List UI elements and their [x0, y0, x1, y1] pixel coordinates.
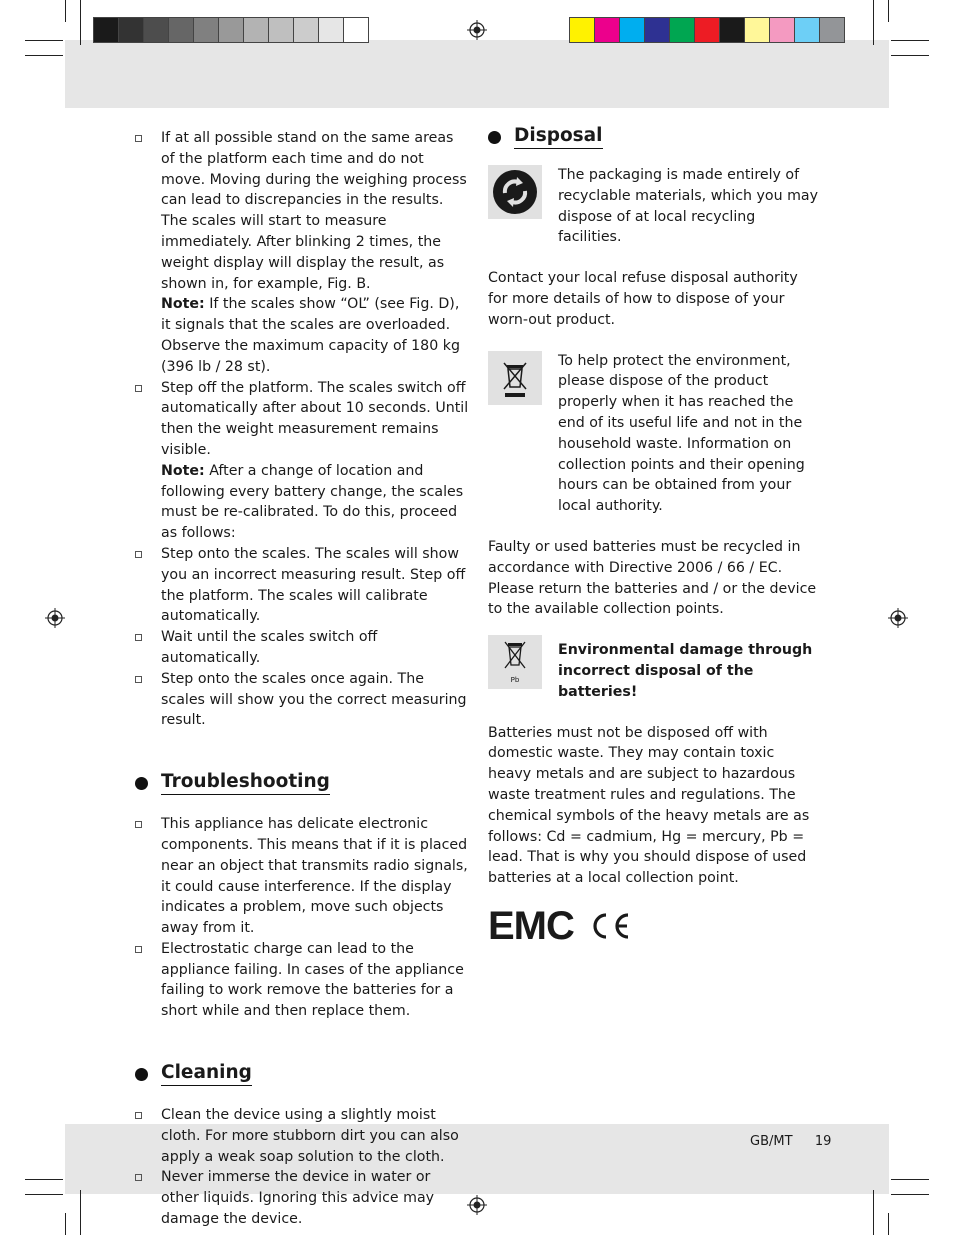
section-heading-cleaning [135, 1062, 469, 1086]
crop-mark [25, 1194, 63, 1195]
section-heading-disposal [488, 125, 821, 149]
crop-mark [873, 1190, 874, 1235]
heading-text: Disposal [514, 125, 603, 149]
registration-mark-icon [467, 20, 487, 40]
section-heading-troubleshooting [135, 771, 469, 795]
paragraph: Contact your local refuse disposal authority for more details of how to dispose of your worn-out product. [488, 270, 798, 328]
checkbox-bullet-icon [135, 821, 142, 828]
color-swatch [569, 17, 595, 43]
paragraph: The packaging is made entirely of recyclable materials, which you may dispose of at local recycling facilities. [558, 167, 819, 246]
list-item [135, 814, 469, 939]
color-swatch [644, 17, 670, 43]
color-swatch [594, 17, 620, 43]
color-swatch [819, 17, 845, 43]
crop-mark [25, 1179, 63, 1180]
crop-mark [873, 0, 874, 45]
color-swatch [268, 17, 294, 43]
checkbox-bullet-icon [135, 634, 142, 641]
color-swatch [218, 17, 244, 43]
checkbox-bullet-icon [135, 551, 142, 558]
crop-mark [888, 1213, 889, 1235]
note [161, 294, 469, 377]
registration-mark-icon [467, 1195, 487, 1215]
color-swatch [719, 17, 745, 43]
color-swatch [619, 17, 645, 43]
note [161, 461, 469, 544]
paragraph: Step onto the scales. The scales will show you an incorrect measuring result. Step off the platform. The scales will calibrate automatically. [161, 545, 466, 625]
color-swatch [293, 17, 319, 43]
crop-mark [891, 55, 929, 56]
note-label: Note: [161, 462, 205, 479]
locale-code: GB/MT [750, 1134, 793, 1149]
battery-warning-block [488, 635, 821, 702]
crop-mark [65, 1213, 66, 1235]
list-item [135, 939, 469, 1022]
checkbox-bullet-icon [135, 1112, 142, 1119]
page-number: 19 [814, 1134, 832, 1149]
list-item [135, 669, 469, 731]
crossed-out-bin-icon [488, 351, 542, 405]
heading-dot-icon [135, 1068, 148, 1081]
color-swatch [744, 17, 770, 43]
crop-mark [25, 40, 63, 41]
note-text: If the scales show “OL” (see Fig. D), it signals that the scales are overloaded. Observe the maximum capacity of 180 kg (396 lb / 28 st). [161, 296, 460, 375]
emc-mark: EMC [488, 903, 574, 948]
color-swatch [794, 17, 820, 43]
checkbox-bullet-icon [135, 946, 142, 953]
color-swatch [243, 17, 269, 43]
paragraph: To help protect the environment, please dispose of the product properly when it has reached the end of its useful life and not in the household waste. Information on collection points and their opening hours can be obtained from your local authority. [558, 352, 805, 515]
certification-marks [488, 903, 821, 948]
heading-dot-icon [488, 131, 501, 144]
warning-text: Environmental damage through incorrect disposal of the batteries! [558, 642, 813, 700]
paragraph: Faulty or used batteries must be recycled in accordance with Directive 2006 / 66 / EC. Please return the batteries and / or the device to the available collection points. [488, 538, 817, 618]
paragraph: If at all possible stand on the same areas of the platform each time and do not move. Moving during the weighing process can lead to discrepancies in the results. [161, 130, 467, 209]
header-band [65, 40, 889, 108]
packaging-block [488, 165, 821, 248]
list-item [135, 544, 469, 627]
crop-mark [25, 55, 63, 56]
color-swatch [669, 17, 695, 43]
color-swatch [93, 17, 119, 43]
checkbox-bullet-icon [135, 385, 142, 392]
paragraph: Never immerse the device in water or other liquids. Ignoring this advice may damage the device. [161, 1169, 435, 1228]
list-item [135, 1105, 469, 1167]
crop-mark [80, 0, 81, 45]
heading-text: Cleaning [161, 1062, 252, 1086]
registration-mark-icon [45, 608, 65, 628]
paragraph: Step off the platform. The scales switch off automatically after about 10 seconds. Until then the weight measurement remains visible. [161, 379, 469, 458]
paragraph: The scales will start to measure immediately. After blinking 2 times, the weight display will display the result, as shown in, for example, Fig. B. [161, 213, 445, 292]
list-item [135, 627, 469, 669]
checkbox-bullet-icon [135, 135, 142, 142]
color-swatch [168, 17, 194, 43]
crop-mark [80, 1190, 81, 1235]
crop-mark [891, 1194, 929, 1195]
ce-mark-icon [588, 911, 632, 941]
crop-mark [65, 0, 66, 22]
note-label: Note: [161, 296, 205, 313]
color-swatch [318, 17, 344, 43]
crop-mark [891, 1179, 929, 1180]
note-text: After a change of location and following every battery change, the scales must be re-calibrated. To do this, proceed as follows: [161, 462, 464, 542]
paragraph: Batteries must not be disposed off with domestic waste. They may contain toxic heavy metals and are subject to hazardous waste treatment rules and regulations. The chemical symbols of the heavy metals are as follows: Cd = cadmium, Hg = mercury, Pb = lead. That is why you should dispose of used batteries at a local collection point. [488, 724, 810, 887]
heading-dot-icon [135, 777, 148, 790]
list-item [135, 1167, 469, 1229]
paragraph: Electrostatic charge can lead to the appliance failing. In cases of the appliance failing to work remove the batteries for a short while and then replace them. [161, 940, 464, 1020]
crossed-out-battery-bin-icon [488, 635, 542, 689]
paragraph: Clean the device using a slightly moist cloth. For more stubborn dirt you can also apply a weak soap solution to the cloth. [161, 1107, 459, 1165]
color-swatch [193, 17, 219, 43]
crop-mark [888, 0, 889, 22]
pb-label: Pb [510, 676, 520, 685]
paragraph: Step onto the scales once again. The scales will show you the correct measuring result. [161, 670, 467, 729]
color-swatch [343, 17, 369, 43]
gray-calibration-strip [94, 17, 369, 43]
paragraph: Wait until the scales switch off automatically. [161, 629, 378, 666]
color-calibration-strip [570, 17, 845, 43]
page-footer [750, 1134, 831, 1149]
crop-mark [891, 40, 929, 41]
checkbox-bullet-icon [135, 1174, 142, 1181]
color-swatch [769, 17, 795, 43]
list-item [135, 128, 469, 378]
right-column [488, 125, 821, 948]
green-dot-recycling-icon [488, 165, 542, 219]
heading-text: Troubleshooting [161, 771, 330, 795]
checkbox-bullet-icon [135, 676, 142, 683]
paragraph: This appliance has delicate electronic components. This means that if it is placed near an object that transmits radio signals, it could cause interference. If the display indicates a problem, move such objects away from it. [161, 816, 468, 937]
color-swatch [694, 17, 720, 43]
left-column [135, 128, 469, 1230]
weee-block [488, 351, 821, 517]
color-swatch [143, 17, 169, 43]
list-item [135, 378, 469, 544]
color-swatch [118, 17, 144, 43]
registration-mark-icon [888, 608, 908, 628]
